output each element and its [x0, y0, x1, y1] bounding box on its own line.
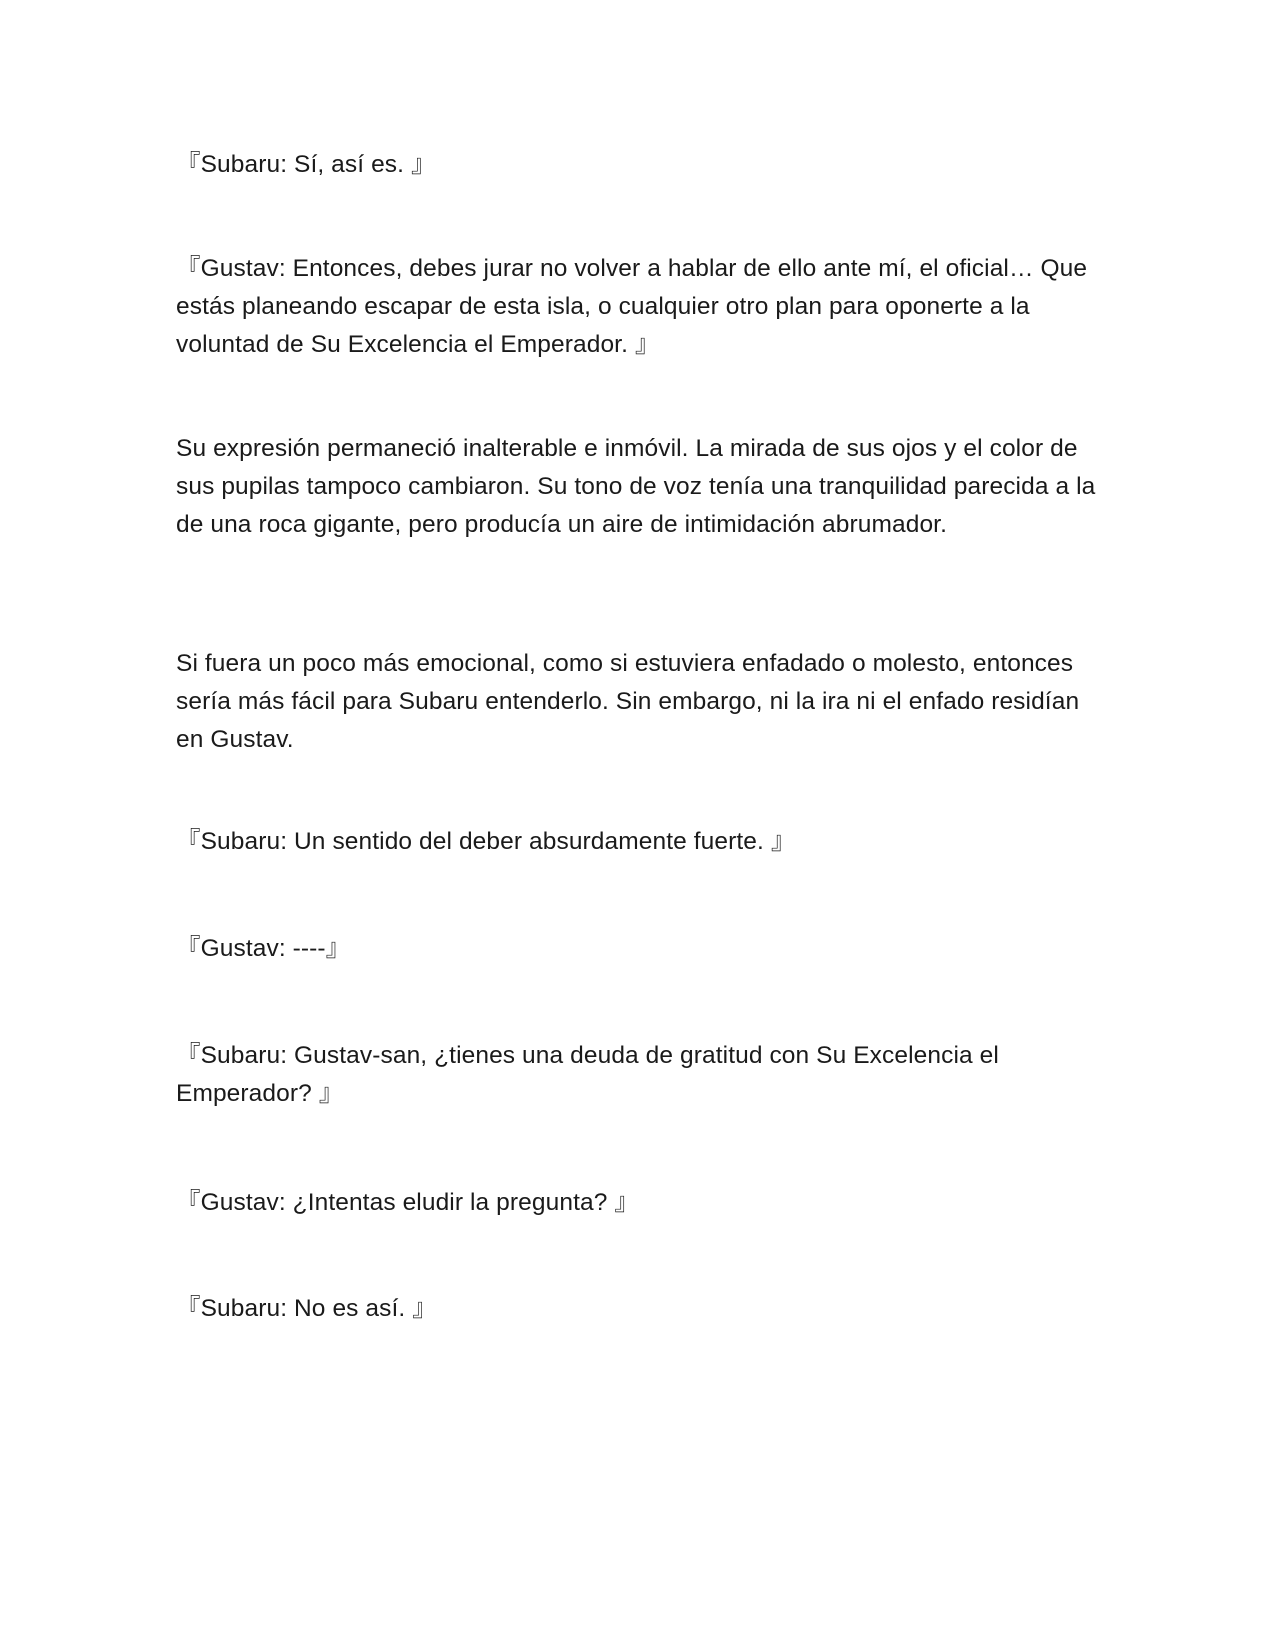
narration-paragraph-1: Su expresión permaneció inalterable e inmóvil. La mirada de sus ojos y el color de sus pupilas tampoco cambiaron. Su tono de voz tenía una tranquilidad parecida a la de una roca gigante, pero producía un aire de intimidación abrumador.: [176, 435, 1103, 538]
dialogue-gustav-2: 『Gustav: ----』: [176, 935, 351, 962]
dialogue-subaru-3: 『Subaru: Gustav-san, ¿tienes una deuda de gratitud con Su Excelencia el Emperador? 』: [176, 1042, 1006, 1107]
narration-paragraph-2: Si fuera un poco más emocional, como si estuviera enfadado o molesto, entonces sería más fácil para Subaru entenderlo. Sin embargo, ni la ira ni el enfado residían en Gustav.: [176, 650, 1087, 753]
dialogue-subaru-1: 『Subaru: Sí, así es. 』: [176, 151, 436, 178]
dialogue-gustav-1: 『Gustav: Entonces, debes jurar no volver a hablar de ello ante mí, el oficial… Que estás planeando escapar de esta isla, o cualquier otro plan para oponerte a la voluntad de Su Excelencia el Emperador. 』: [176, 255, 1095, 358]
dialogue-subaru-2: 『Subaru: Un sentido del deber absurdamente fuerte. 』: [176, 828, 796, 855]
dialogue-subaru-4: 『Subaru: No es así. 』: [176, 1295, 437, 1322]
dialogue-gustav-3: 『Gustav: ¿Intentas eludir la pregunta? 』: [176, 1189, 639, 1216]
